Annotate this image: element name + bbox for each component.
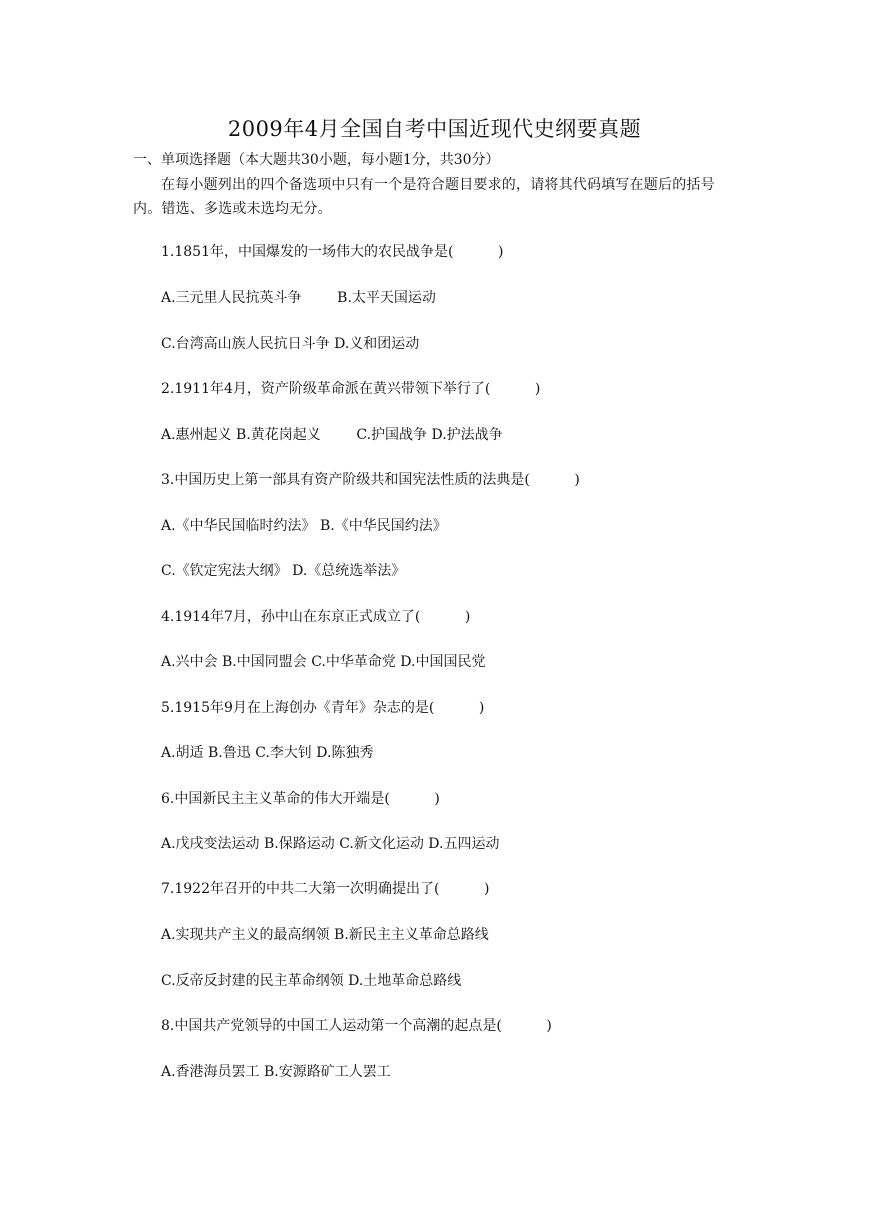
question-2: 2.1911年4月，资产阶级革命派在黄兴带领下举行了( ) xyxy=(161,381,541,397)
question-4: 4.1914年7月，孙中山在东京正式成立了( ) xyxy=(161,609,471,625)
question-6: 6.中国新民主主义革命的伟大开端是( ) xyxy=(161,791,440,807)
instructions-paragraph: 在每小题列出的四个备选项中只有一个是符合题目要求的，请将其代码填写在题后的括号内。错选、多选或未选均无分。 xyxy=(133,177,715,217)
question-3: 3.中国历史上第一部具有资产阶级共和国宪法性质的法典是( ) xyxy=(161,472,580,488)
question-5: 5.1915年9月在上海创办《青年》杂志的是( ) xyxy=(161,700,485,716)
question-3-options-ab: A.《中华民国临时约法》 B.《中华民国约法》 xyxy=(161,518,447,534)
question-1: 1.1851年，中国爆发的一场伟大的农民战争是( ) xyxy=(161,244,504,260)
question-8: 8.中国共产党领导的中国工人运动第一个高潮的起点是( ) xyxy=(161,1018,552,1034)
question-7-options-ab: A.实现共产主义的最高纲领 B.新民主主义革命总路线 xyxy=(161,927,489,943)
question-2-options: A.惠州起义 B.黄花岗起义 C.护国战争 D.护法战争 xyxy=(161,427,503,443)
section-header: 一、单项选择题（本大题共30小题，每小题1分，共30分） xyxy=(133,152,500,168)
question-8-options-ab: A.香港海员罢工 B.安源路矿工人罢工 xyxy=(161,1064,391,1080)
question-1-options-cd: C.台湾高山族人民抗日斗争 D.义和团运动 xyxy=(161,336,420,352)
page-title: 2009年4月全国自考中国近现代史纲要真题 xyxy=(227,117,642,141)
question-5-options: A.胡适 B.鲁迅 C.李大钊 D.陈独秀 xyxy=(161,745,374,761)
question-6-options: A.戊戌变法运动 B.保路运动 C.新文化运动 D.五四运动 xyxy=(161,836,500,852)
question-1-options-ab: A.三元里人民抗英斗争 B.太平天国运动 xyxy=(161,290,436,306)
question-4-options: A.兴中会 B.中国同盟会 C.中华革命党 D.中国国民党 xyxy=(161,654,486,670)
question-7-options-cd: C.反帝反封建的民主革命纲领 D.土地革命总路线 xyxy=(161,973,462,989)
question-3-options-cd: C.《钦定宪法大纲》 D.《总统选举法》 xyxy=(161,563,406,579)
question-7: 7.1922年召开的中共二大第一次明确提出了( ) xyxy=(161,881,490,897)
